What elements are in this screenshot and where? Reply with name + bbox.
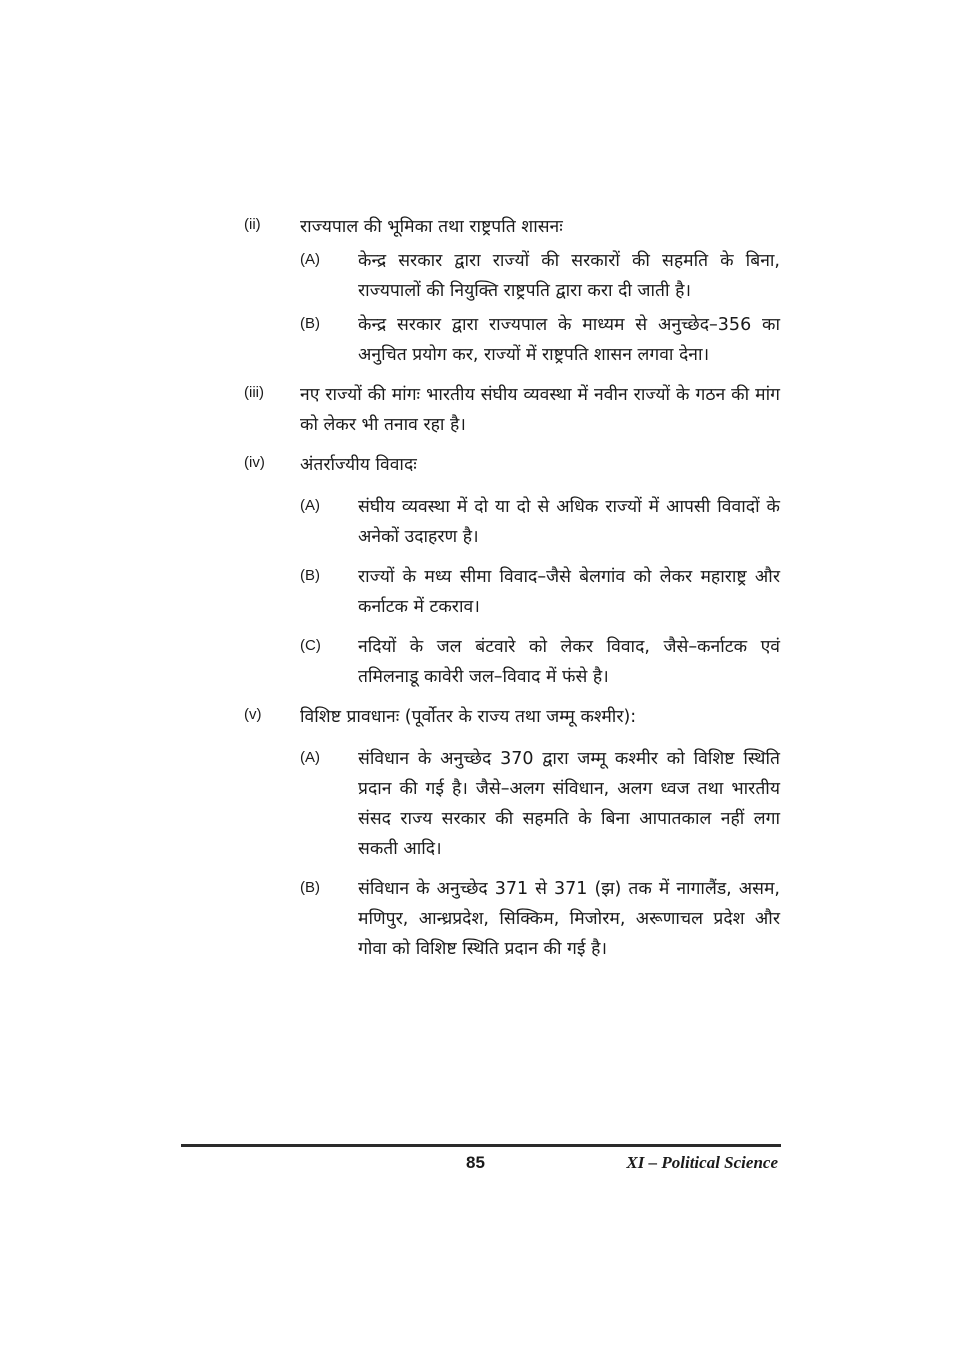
item-letter: (B) (300, 315, 320, 332)
item-text: केन्द्र सरकार द्वारा राज्यपाल के माध्यम से अनुच्छेद–356 का अनुचित प्रयोग कर, राज्यों में राष्ट्रपति शासन लगवा देना। (358, 315, 780, 365)
item-text: केन्द्र सरकार द्वारा राज्यों की सरकारों की सहमति के बिना, राज्यपालों की नियुक्ति राष्ट्रपति द्वारा करा दी जाती है। (358, 251, 780, 301)
section-numeral: (v) (244, 706, 262, 723)
list-item (300, 246, 780, 306)
item-letter: (B) (300, 879, 320, 896)
section-iv (240, 450, 780, 692)
section-heading: अंतर्राज्यीय विवादः (300, 455, 417, 475)
footer-divider (181, 1144, 781, 1147)
item-text: संघीय व्यवस्था में दो या दो से अधिक राज्यों में आपसी विवादों के अनेकों उदाहरण है। (358, 497, 780, 547)
section-numeral: (ii) (244, 216, 261, 233)
item-text: संविधान के अनुच्छेद 371 से 371 (झ) तक में नागालैंड, असम, मणिपुर, आन्ध्रप्रदेश, सिक्किम, मिजोरम, अरूणाचल प्रदेश और गोवा को विशिष्ट स्थिति प्रदान की गई है। (358, 879, 780, 959)
section-iii (240, 380, 780, 440)
page-number: 85 (466, 1153, 485, 1172)
section-heading: राज्यपाल की भूमिका तथा राष्ट्रपति शासनः (300, 217, 563, 237)
page-body (240, 212, 780, 974)
section-numeral: (iii) (244, 384, 264, 401)
list-item (300, 632, 780, 692)
item-text: संविधान के अनुच्छेद 370 द्वारा जम्मू कश्मीर को विशिष्ट स्थिति प्रदान की गई है। जैसे–अलग संविधान, अलग ध्वज तथा भारतीय संसद राज्य सरकार की सहमति के बिना आपातकाल नहीं लगा सकती आदि। (358, 749, 780, 859)
list-item (300, 874, 780, 964)
item-letter: (A) (300, 497, 320, 514)
item-text: राज्यों के मध्य सीमा विवाद–जैसे बेलगांव को लेकर महाराष्ट्र और कर्नाटक में टकराव। (358, 567, 780, 617)
section-heading: नए राज्यों की मांगः भारतीय संघीय व्यवस्था में नवीन राज्यों के गठन की मांग को लेकर भी तनाव रहा है। (300, 385, 780, 435)
section-heading: विशिष्ट प्रावधानः (पूर्वोतर के राज्य तथा जम्मू कश्मीर): (300, 707, 637, 727)
section-v (240, 702, 780, 964)
book-title: XI – Political Science (626, 1153, 778, 1172)
list-item (300, 744, 780, 864)
item-letter: (B) (300, 567, 320, 584)
list-item (300, 562, 780, 622)
item-letter: (C) (300, 637, 321, 654)
item-letter: (A) (300, 749, 320, 766)
section-ii (240, 212, 780, 370)
list-item (300, 310, 780, 370)
section-numeral: (iv) (244, 454, 265, 471)
list-item (300, 492, 780, 552)
item-text: नदियों के जल बंटवारे को लेकर विवाद, जैसे–कर्नाटक एवं तमिलनाडू कावेरी जल–विवाद में फंसे है। (358, 637, 780, 687)
item-letter: (A) (300, 251, 320, 268)
